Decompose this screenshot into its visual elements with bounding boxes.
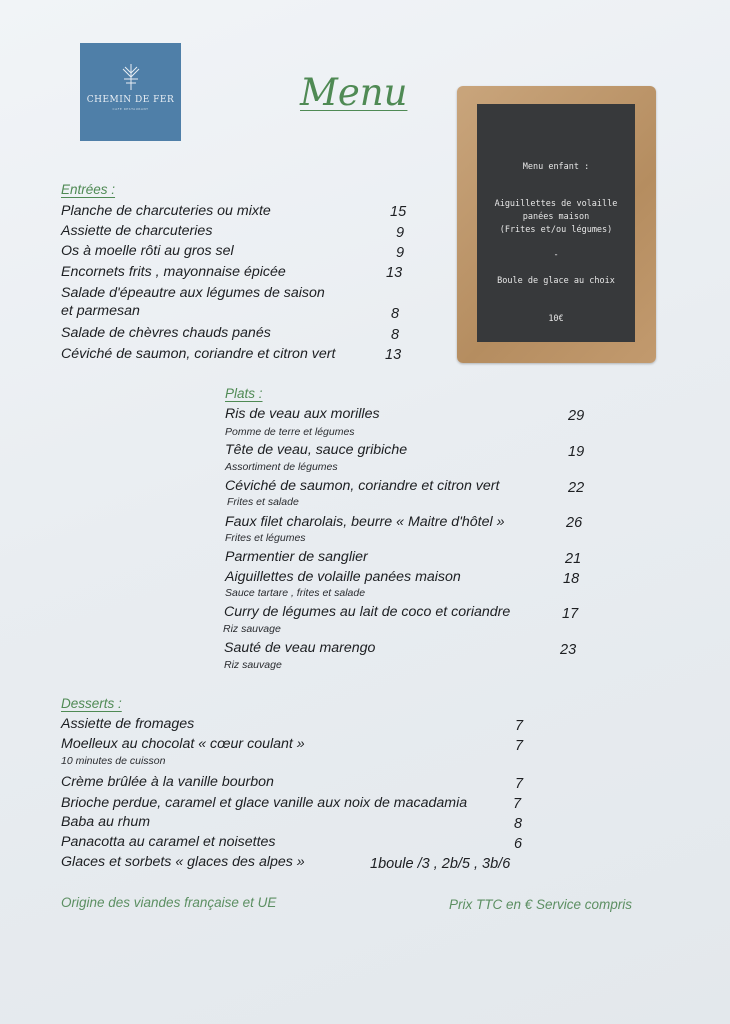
menu-item-note: Frites et salade (227, 496, 299, 508)
menu-item-note: Pomme de terre et légumes (225, 426, 355, 438)
menu-item-note: Sauce tartare , frites et salade (225, 587, 366, 599)
kids-menu-line: (Frites et/ou légumes) (499, 225, 613, 235)
menu-item-price: 7 (513, 796, 522, 812)
menu-item-price: 15 (390, 204, 407, 220)
menu-item-price: 29 (568, 408, 585, 424)
menu-item-note: Riz sauvage (224, 659, 282, 671)
menu-item-name: Aiguillettes de volaille panées maison (225, 569, 461, 585)
menu-item-price: 7 (515, 776, 524, 792)
logo-name: CHEMIN DE FER (86, 95, 175, 105)
menu-item-price: 8 (514, 816, 523, 832)
menu-item-price: 7 (515, 738, 524, 754)
menu-item-name: Encornets frits , mayonnaise épicée (61, 264, 286, 280)
menu-item-price: 13 (386, 265, 403, 281)
menu-item-price: 17 (562, 606, 579, 622)
logo-subtitle: CAFE RESTAURANT (112, 107, 149, 111)
menu-item-name: Curry de légumes au lait de coco et coriandre (224, 604, 511, 620)
menu-item-name: Tête de veau, sauce gribiche (225, 442, 408, 458)
menu-item-name: Panacotta au caramel et noisettes (61, 834, 276, 850)
menu-item-price: 18 (563, 571, 580, 587)
kids-menu-line: panées maison (522, 212, 590, 222)
price-info-note: Prix TTC en € Service compris (449, 897, 633, 912)
menu-item-name: Crème brûlée à la vanille bourbon (61, 774, 274, 790)
menu-item-price: 26 (566, 515, 583, 531)
menu-item-price: 8 (391, 306, 400, 322)
menu-item-name: Brioche perdue, caramel et glace vanille aux noix de macadamia (61, 795, 468, 811)
menu-item-price: 23 (560, 642, 577, 658)
menu-item-price: 7 (515, 718, 524, 734)
menu-item-name: Baba au rhum (61, 814, 151, 830)
menu-item-price: 6 (514, 836, 523, 852)
section-title-plats: Plats : (225, 386, 263, 401)
menu-item-name: Salade d'épeautre aux légumes de saison (61, 285, 325, 301)
menu-item-name: Planche de charcuteries ou mixte (61, 203, 271, 219)
menu-item-note: Assortiment de légumes (225, 461, 338, 473)
section-title-desserts: Desserts : (61, 696, 122, 711)
menu-item-name: Glaces et sorbets « glaces des alpes » (61, 854, 305, 870)
menu-item-price: 8 (391, 327, 400, 343)
logo-emblem-icon (120, 63, 142, 91)
menu-item-price: 22 (568, 480, 585, 496)
menu-item-name: Assiette de fromages (61, 716, 195, 732)
menu-item-price: 13 (385, 347, 402, 363)
menu-item-name: Céviché de saumon, coriandre et citron vert (61, 346, 336, 362)
menu-item-price: 21 (565, 551, 582, 567)
menu-item-name: Os à moelle rôti au gros sel (61, 243, 234, 259)
menu-item-name: Parmentier de sanglier (225, 549, 368, 565)
menu-item-note: Riz sauvage (223, 623, 281, 635)
menu-item-price: 9 (396, 245, 405, 261)
chalkboard-surface (477, 104, 635, 342)
section-title-entrees: Entrées : (61, 182, 116, 197)
menu-item-name: Céviché de saumon, coriandre et citron vert (225, 478, 500, 494)
menu-item-name-continued: et parmesan (61, 303, 140, 319)
menu-item-note: Frites et légumes (225, 532, 306, 544)
kids-menu-dessert: Boule de glace au choix (497, 276, 615, 286)
meat-origin-note: Origine des viandes française et UE (61, 895, 277, 910)
page-title: Menu (300, 71, 408, 114)
menu-item-name: Faux filet charolais, beurre « Maitre d'hôtel » (225, 514, 505, 530)
kids-menu-line: Aiguillettes de volaille (494, 199, 618, 209)
menu-item-name: Ris de veau aux morilles (225, 406, 380, 422)
menu-item-name: Sauté de veau marengo (224, 640, 376, 656)
menu-item-name: Moelleux au chocolat « cœur coulant » (61, 736, 305, 752)
kids-menu-separator: - (553, 250, 559, 260)
menu-item-name: Assiette de charcuteries (61, 223, 213, 239)
kids-menu-heading: Menu enfant : (522, 162, 590, 172)
menu-item-price: 19 (568, 444, 585, 460)
kids-menu-chalkboard (457, 86, 656, 363)
restaurant-logo (80, 43, 181, 141)
menu-item-price: 9 (396, 225, 405, 241)
menu-item-name: Salade de chèvres chauds panés (61, 325, 271, 341)
kids-menu-price: 10€ (548, 314, 564, 324)
menu-item-price: 1boule /3 , 2b/5 , 3b/6 (370, 856, 511, 872)
menu-item-note: 10 minutes de cuisson (61, 755, 166, 767)
